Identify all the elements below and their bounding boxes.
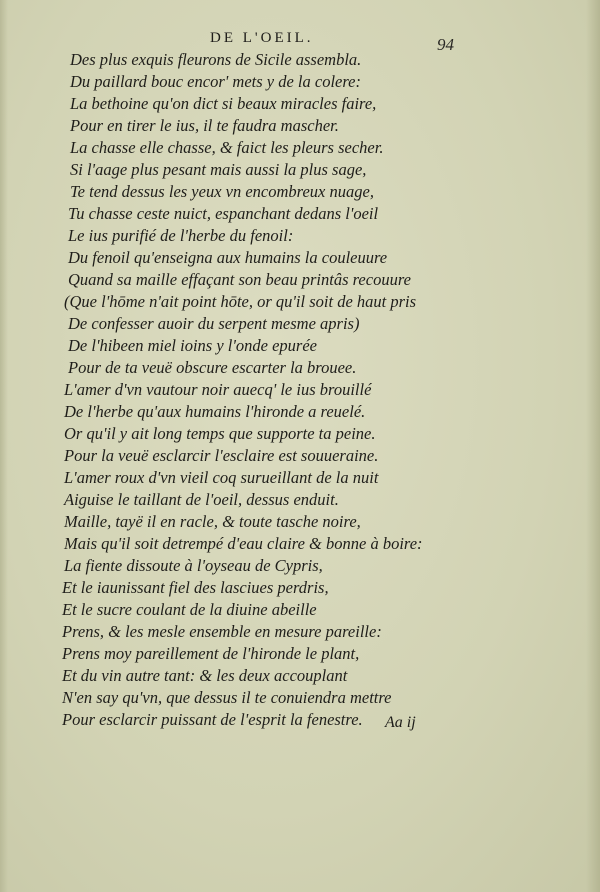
verse-line: (Que l'hōme n'ait point hōte, or qu'il soit de haut pris xyxy=(64,292,417,311)
verse-line: Te tend dessus les yeux vn encombreux nuage, xyxy=(70,182,374,201)
verse-line: Du fenoil qu'enseigna aux humains la couleuure xyxy=(68,248,388,267)
verse-line: Des plus exquis fleurons de Sicile assembla. xyxy=(70,50,362,69)
verse-line: N'en say qu'vn, que dessus il te conuiendra mettre xyxy=(62,688,392,707)
page-edge-shadow-right xyxy=(586,0,600,892)
verse-line: Tu chasse ceste nuict, espanchant dedans l'oeil xyxy=(68,204,379,223)
verse-line: La chasse elle chasse, & faict les pleurs secher. xyxy=(70,138,384,157)
signature-mark: Aa ij xyxy=(385,714,416,731)
verse-line: Et le sucre coulant de la diuine abeille xyxy=(62,600,317,619)
verse-line: Quand sa maille effaçant son beau printâs recouure xyxy=(68,270,411,289)
verse-line: Pour en tirer le ius, il te faudra mascher. xyxy=(70,116,339,135)
running-title: DE L'OEIL. xyxy=(210,30,314,46)
verse-line: De l'hibeen miel ioins y l'onde epurée xyxy=(68,336,317,355)
verse-line: Du paillard bouc encor' mets y de la colere: xyxy=(70,72,361,91)
verse-line: Maille, tayë il en racle, & toute tasche noire, xyxy=(64,512,361,531)
verse-line: Pour esclarcir puissant de l'esprit la fenestre. xyxy=(62,710,363,729)
verse-line: Si l'aage plus pesant mais aussi la plus sage, xyxy=(70,160,367,179)
verse-line: De confesser auoir du serpent mesme apris) xyxy=(68,314,360,333)
verse-line: La fiente dissoute à l'oyseau de Cypris, xyxy=(64,556,323,575)
verse-line: Prens, & les mesle ensemble en mesure pareille: xyxy=(62,622,382,641)
page-number: 94 xyxy=(437,35,454,54)
verse-line: Or qu'il y ait long temps que supporte ta peine. xyxy=(64,424,376,443)
verse-line: Le ius purifié de l'herbe du fenoil: xyxy=(68,226,294,245)
verse-line: Pour de ta veuë obscure escarter la brouee. xyxy=(68,358,357,377)
verse-line: Pour la veuë esclarcir l'esclaire est souueraine. xyxy=(64,446,379,465)
verse-line: Prens moy pareillement de l'hironde le plant, xyxy=(62,644,360,663)
page-edge-shadow-left xyxy=(0,0,8,892)
verse-line: L'amer roux d'vn vieil coq surueillant de la nuit xyxy=(64,468,379,487)
verse-line: Et le iaunissant fiel des lasciues perdris, xyxy=(62,578,329,597)
verse-line: L'amer d'vn vautour noir auecq' le ius brouillé xyxy=(64,380,372,399)
verse-line: Et du vin autre tant: & les deux accouplant xyxy=(62,666,348,685)
verse-line: De l'herbe qu'aux humains l'hironde a reuelé. xyxy=(64,402,366,421)
verse-line: Aiguise le taillant de l'oeil, dessus enduit. xyxy=(64,490,339,509)
verse-line: La bethoine qu'on dict si beaux miracles faire, xyxy=(70,94,377,113)
verse-line: Mais qu'il soit detrempé d'eau claire & bonne à boire: xyxy=(64,534,423,553)
